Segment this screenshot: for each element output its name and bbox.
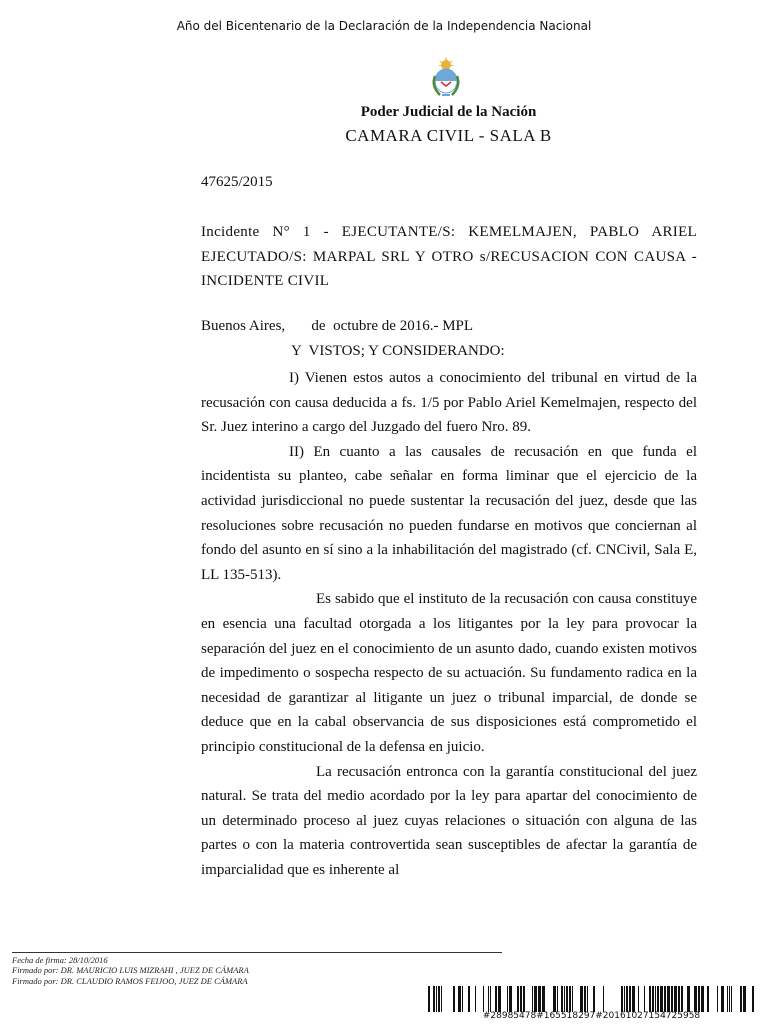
signature-block [12, 955, 249, 986]
section-heading: Y VISTOS; Y CONSIDERANDO: [291, 343, 505, 359]
bicentennial-banner: Año del Bicentenario de la Declaración de la Independencia Nacional [176, 19, 592, 33]
chamber-name: CAMARA CIVIL - SALA B [345, 126, 552, 145]
barcode-number: #28985478#165518297#20161027154725958 [482, 1011, 701, 1021]
coat-of-arms-icon [428, 56, 464, 98]
case-caption: Incidente N° 1 - EJECUTANTE/S: KEMELMAJEN, PABLO ARIEL EJECUTADO/S: MARPAL SRL Y OTRO s/RECUSACION CON CAUSA - INCIDENTE CIVIL [201, 224, 697, 289]
paragraph-1: I) Vienen estos autos a conocimiento del tribunal en virtud de la recusación con causa deducida a fs. 1/5 por Pablo Ariel Kemelmajen, respecto del Sr. Juez interino a cargo del Juzgado del fuero Nro. 89. [201, 370, 697, 436]
signature-judge-2: Firmado por: DR. CLAUDIO RAMOS FEIJOO, JUEZ DE CÁMARA [12, 975, 248, 986]
case-number: 47625/2015 [201, 174, 273, 190]
paragraph-3: Es sabido que el instituto de la recusación con causa constituye en esencia una facultad otorgada a los litigantes por la ley para provocar la separación del juez en el conocimiento de un asunto dado, cuando existen motivos de impedimento o sospecha respecto de su actuación. Su fundamento radica en la necesidad de garantizar al litigante un juez o tribunal imparcial, de donde se deduce que en la cabal observancia de sus disposiciones está comprometido el principio constitucional de la defensa en juicio. [201, 591, 697, 755]
signature-judge-1: Firmado por: DR. MAURICIO LUIS MIZRAHI , JUEZ DE CÁMARA [12, 965, 249, 976]
barcode-icon [428, 986, 755, 1012]
institution-name: Poder Judicial de la Nación [360, 104, 537, 120]
resolution-body [201, 366, 697, 882]
paragraph-2: II) En cuanto a las causales de recusación en que funda el incidentista su planteo, cabe señalar en forma liminar que el ejercicio de la actividad jurisdiccional no puede sustentar la recusación del juez, desde que las resoluciones sobre recusación no pueden fundarse en motivos que conciernan al fondo del asunto en sí sino a la inhabilitación del magistrado (cf. CNCivil, Sala E, LL 135-513). [201, 443, 697, 583]
footer-divider [12, 952, 502, 953]
date-line: Buenos Aires, de octubre de 2016.- MPL [201, 318, 474, 334]
signature-date: Fecha de firma: 28/10/2016 [12, 955, 108, 965]
paragraph-4: La recusación entronca con la garantía constitucional del juez natural. Se trata del medio acordado por la ley para apartar del conocimiento de un determinado proceso al juez cuyas relaciones o situación con alguna de las partes o con la materia controvertida sean susceptibles de afectar la garantía de imparcialidad que es inherente al [201, 763, 697, 878]
